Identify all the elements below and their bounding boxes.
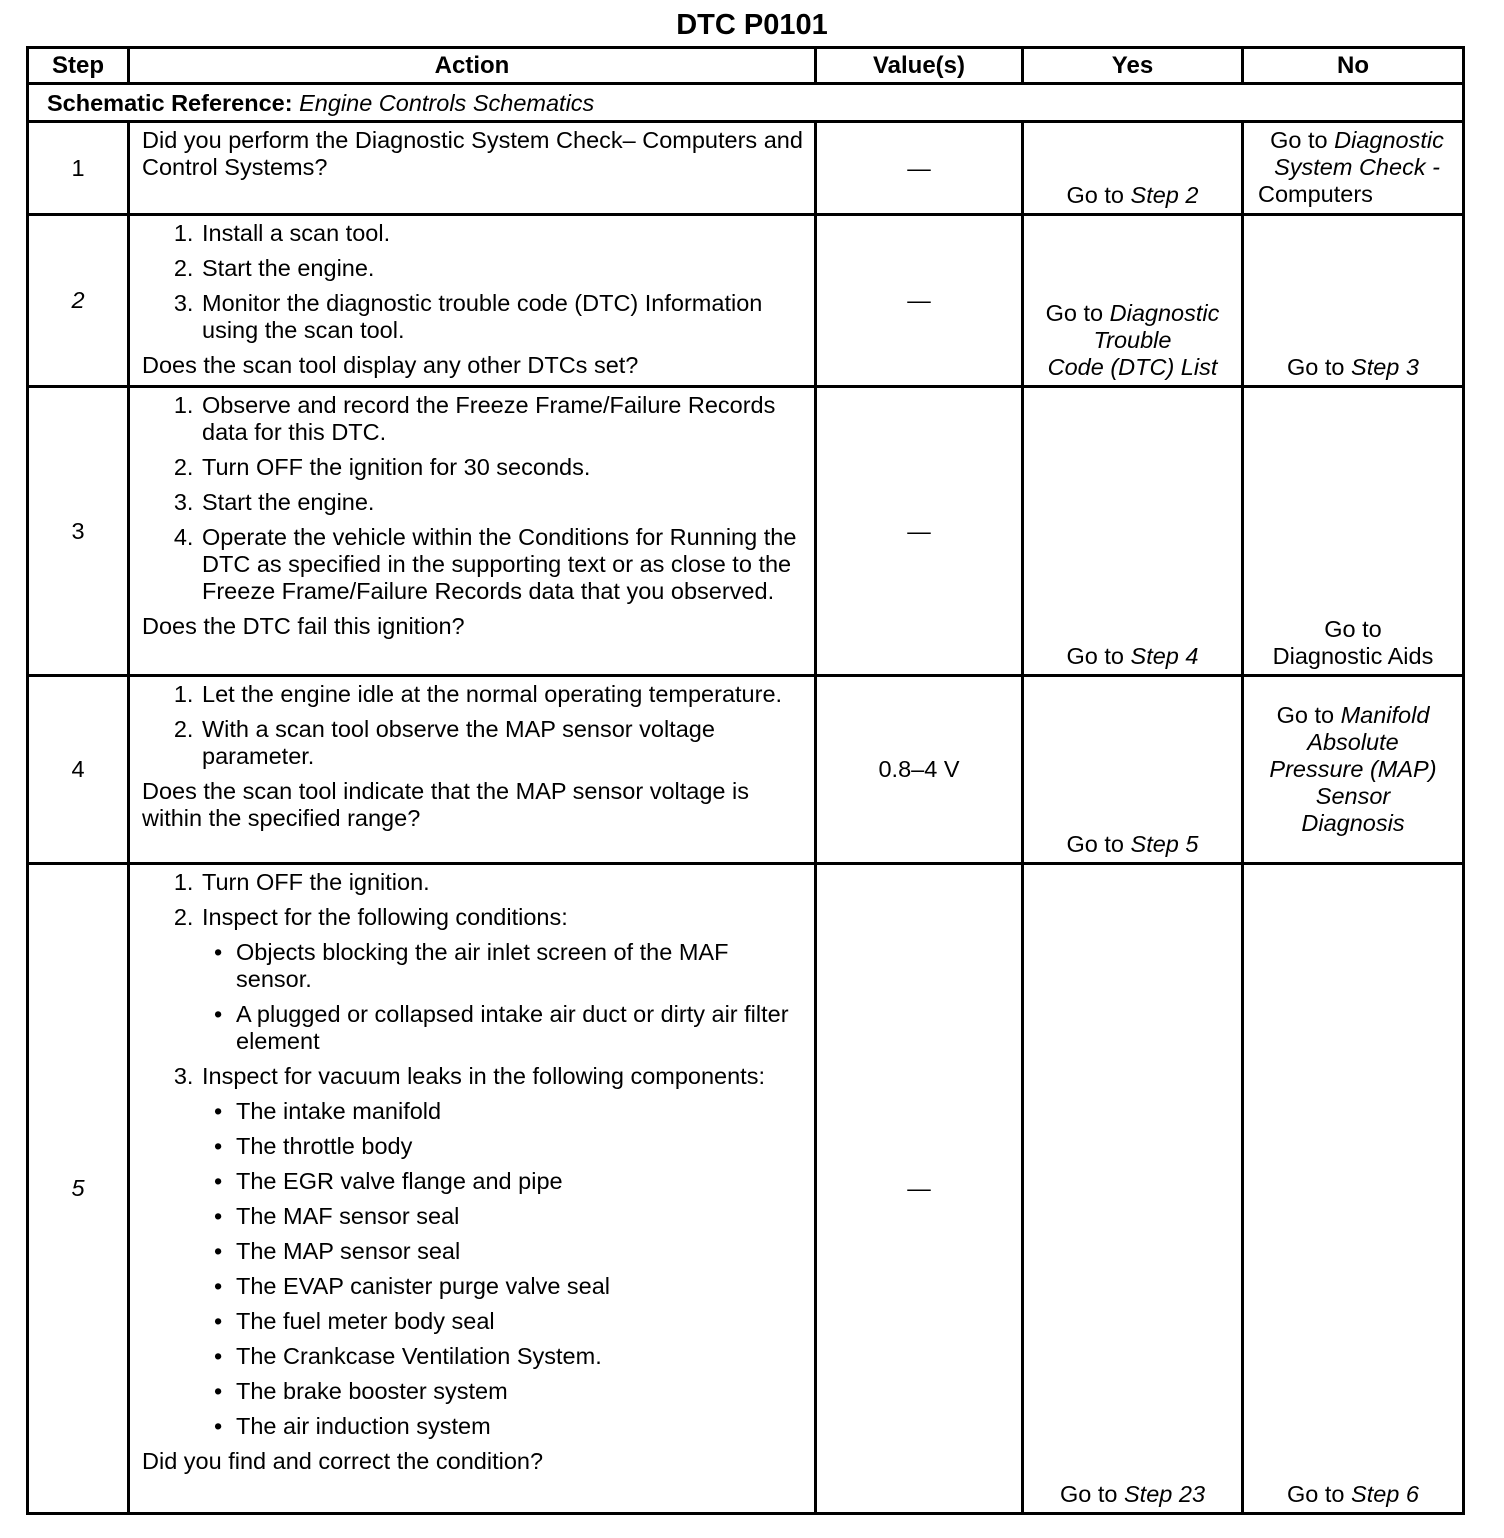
- action-question: Does the scan tool indicate that the MAP sensor voltage is within the specified range?: [142, 778, 749, 831]
- value-cell: —: [816, 122, 1023, 215]
- bullet-item: • The MAF sensor seal: [236, 1203, 806, 1230]
- value-cell: —: [816, 387, 1023, 676]
- yes-link[interactable]: Step 4: [1130, 643, 1199, 669]
- yes-cell: [1023, 215, 1243, 387]
- yes-prefix: Go to: [1066, 643, 1131, 669]
- action-question: Did you find and correct the condition?: [142, 1448, 544, 1474]
- list-item: [200, 904, 806, 1055]
- yes-link[interactable]: Step 23: [1124, 1481, 1206, 1507]
- no-link-line[interactable]: Sensor: [1315, 783, 1391, 809]
- table-row: [28, 122, 1464, 215]
- bullet-item: • The EGR valve flange and pipe: [236, 1168, 806, 1195]
- action-cell: [129, 122, 816, 215]
- no-link[interactable]: Manifold: [1340, 702, 1430, 728]
- list-item: 2. Turn OFF the ignition for 30 seconds.: [200, 454, 806, 481]
- value-cell: —: [816, 215, 1023, 387]
- list-item: [200, 1063, 806, 1440]
- step-number: [28, 864, 129, 1514]
- action-steps: [142, 220, 806, 344]
- no-link[interactable]: Diagnostic System Check -: [1274, 127, 1444, 180]
- bullet-item: • The air induction system: [236, 1413, 806, 1440]
- schematic-reference-link[interactable]: Engine Controls Schematics: [299, 90, 595, 116]
- table-row: [28, 676, 1464, 864]
- list-item: 1. Turn OFF the ignition.: [200, 869, 806, 896]
- no-prefix: Go to: [1324, 616, 1382, 642]
- no-cell: [1243, 122, 1464, 215]
- bullet-item: • The brake booster system: [236, 1378, 806, 1405]
- no-link-line[interactable]: Absolute: [1307, 729, 1399, 755]
- step-number: 3: [28, 387, 129, 676]
- list-item: 2. With a scan tool observe the MAP sensor voltage parameter.: [200, 716, 806, 770]
- header-step: Step: [28, 48, 129, 84]
- yes-prefix: Go to: [1066, 182, 1131, 208]
- bullet-item: • The intake manifold: [236, 1098, 806, 1125]
- list-item: 2. Start the engine.: [200, 255, 806, 282]
- no-suffix: Computers: [1258, 181, 1373, 207]
- component-bullets: [202, 1098, 806, 1440]
- no-cell: [1243, 387, 1464, 676]
- value-cell: 0.8–4 V: [816, 676, 1023, 864]
- yes-cell: [1023, 122, 1243, 215]
- diagnostic-table: [26, 46, 1465, 1515]
- yes-link[interactable]: Step 5: [1130, 831, 1199, 857]
- bullet-item: • The throttle body: [236, 1133, 806, 1160]
- bullet-item: • The EVAP canister purge valve seal: [236, 1273, 806, 1300]
- no-link-line[interactable]: Pressure (MAP): [1269, 756, 1437, 782]
- action-steps: [142, 392, 806, 605]
- step-number: 4: [28, 676, 129, 864]
- yes-cell: [1023, 387, 1243, 676]
- no-cell: [1243, 676, 1464, 864]
- action-question: Does the scan tool display any other DTCs set?: [142, 352, 639, 378]
- bullet-item: • The fuel meter body seal: [236, 1308, 806, 1335]
- list-item-text: Inspect for the following conditions:: [202, 904, 568, 930]
- bullet-item: • The Crankcase Ventilation System.: [236, 1343, 806, 1370]
- value-cell: —: [816, 864, 1023, 1514]
- list-item: 3. Monitor the diagnostic trouble code (DTC) Information using the scan tool.: [200, 290, 806, 344]
- table-row: [28, 215, 1464, 387]
- header-no: No: [1243, 48, 1464, 84]
- yes-cell: [1023, 676, 1243, 864]
- action-question: Did you perform the Diagnostic System Check– Computers and Control Systems?: [142, 127, 803, 180]
- bullet-item: • A plugged or collapsed intake air duct or dirty air filter element: [236, 1001, 806, 1055]
- yes-prefix: Go to: [1045, 300, 1110, 326]
- yes-prefix: Go to: [1066, 831, 1131, 857]
- yes-link-line[interactable]: Code (DTC) List: [1047, 354, 1218, 380]
- table-row: [28, 387, 1464, 676]
- header-values: Value(s): [816, 48, 1023, 84]
- bullet-item: • The MAP sensor seal: [236, 1238, 806, 1265]
- list-item: 1. Observe and record the Freeze Frame/Failure Records data for this DTC.: [200, 392, 806, 446]
- action-steps: [142, 869, 806, 1440]
- yes-cell: [1023, 864, 1243, 1514]
- no-prefix: Go to: [1287, 354, 1352, 380]
- page-title: DTC P0101: [676, 9, 828, 41]
- yes-link[interactable]: Diagnostic: [1109, 300, 1220, 326]
- condition-bullets: [202, 939, 806, 1055]
- action-cell: [129, 864, 816, 1514]
- header-yes: Yes: [1023, 48, 1243, 84]
- no-link[interactable]: Step 6: [1351, 1481, 1419, 1507]
- schematic-reference-label: Schematic Reference:: [47, 90, 293, 116]
- list-item: 1. Install a scan tool.: [200, 220, 806, 247]
- no-prefix: Go to: [1276, 702, 1341, 728]
- step-number: [28, 215, 129, 387]
- list-item: 1. Let the engine idle at the normal operating temperature.: [200, 681, 806, 708]
- action-question: Does the DTC fail this ignition?: [142, 613, 465, 639]
- schematic-reference-row: [28, 84, 1464, 122]
- no-link-line[interactable]: Diagnosis: [1301, 810, 1405, 836]
- bullet-item: • Objects blocking the air inlet screen of the MAF sensor.: [236, 939, 806, 993]
- action-cell: [129, 676, 816, 864]
- table-row: [28, 864, 1464, 1514]
- yes-link[interactable]: Step 2: [1130, 182, 1199, 208]
- yes-link-line[interactable]: Trouble: [1093, 327, 1172, 353]
- no-cell: [1243, 864, 1464, 1514]
- list-item: 3. Start the engine.: [200, 489, 806, 516]
- header-action: Action: [129, 48, 816, 84]
- step-number-text: 2: [71, 287, 85, 313]
- list-item: 4. Operate the vehicle within the Conditions for Running the DTC as specified in the supporting text or as close to the Freeze Frame/Failure Records data that you observed.: [200, 524, 806, 605]
- action-cell: [129, 215, 816, 387]
- step-number-text: 5: [71, 1175, 85, 1201]
- yes-prefix: Go to: [1059, 1481, 1124, 1507]
- step-number: 1: [28, 122, 129, 215]
- list-item-text: Inspect for vacuum leaks in the following components:: [202, 1063, 765, 1089]
- no-link[interactable]: Diagnostic Aids: [1272, 643, 1434, 669]
- header-row: [28, 48, 1464, 84]
- no-link[interactable]: Step 3: [1351, 354, 1419, 380]
- no-cell: [1243, 215, 1464, 387]
- action-cell: [129, 387, 816, 676]
- no-prefix: Go to: [1287, 1481, 1352, 1507]
- no-prefix: Go to: [1270, 127, 1335, 153]
- action-steps: [142, 681, 806, 770]
- schematic-reference: [28, 84, 1464, 122]
